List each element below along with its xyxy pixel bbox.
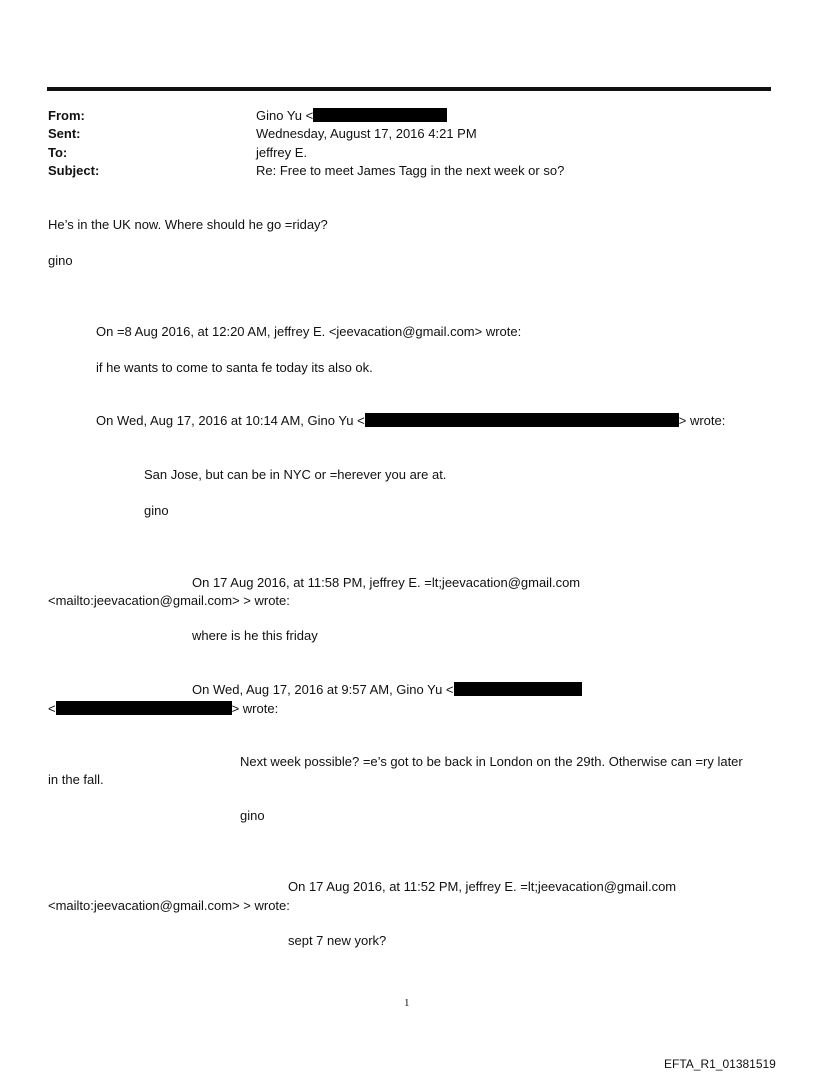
quote2-attribution-start: On Wed, Aug 17, 2016 at 10:14 AM, Gino Yu < [96, 413, 365, 428]
subject-value: Re: Free to meet James Tagg in the next week or so? [256, 163, 565, 178]
quote2-line1: San Jose, but can be in NYC or =herever you are at. [144, 467, 447, 482]
quote4-signature: gino [240, 808, 265, 823]
quote4-line1-wrap: in the fall. [48, 772, 104, 787]
redaction-block [454, 682, 582, 696]
quote4-attribution-b-start: < [48, 701, 56, 716]
to-label: To: [48, 145, 68, 160]
redaction-block [365, 413, 679, 427]
quote2-signature: gino [144, 503, 169, 518]
from-value [256, 107, 447, 125]
from-label: From: [48, 108, 85, 123]
sent-value: Wednesday, August 17, 2016 4:21 PM [256, 126, 477, 141]
msg1-signature: gino [48, 253, 73, 268]
msg1-line1: He’s in the UK now. Where should he go =riday? [48, 217, 328, 232]
quote5-line1: sept 7 new york? [288, 933, 387, 948]
to-value: jeffrey E. [256, 145, 308, 160]
quote5-attribution-line2: <mailto:jeevacation@gmail.com> > wrote: [48, 898, 290, 913]
redaction-block [313, 108, 447, 122]
subject-label: Subject: [48, 163, 100, 178]
quote4-attribution-line2 [48, 700, 278, 718]
from-name: Gino Yu < [256, 108, 314, 123]
quote2-attribution-end: > wrote: [678, 413, 726, 428]
document-id: EFTA_R1_01381519 [664, 1057, 776, 1071]
quote1-attribution: On =8 Aug 2016, at 12:20 AM, jeffrey E. <jeevacation@gmail.com> wrote: [96, 324, 522, 339]
page-number: 1 [404, 997, 410, 1009]
quote1-line1: if he wants to come to santa fe today its also ok. [96, 360, 373, 375]
quote4-line1: Next week possible? =e’s got to be back in London on the 29th. Otherwise can =ry later [240, 754, 743, 769]
header-rule [47, 87, 771, 91]
quote4-attribution-line1 [192, 681, 582, 699]
quote2-attribution [96, 412, 725, 430]
quote3-attribution-line2: <mailto:jeevacation@gmail.com> > wrote: [48, 593, 290, 608]
redaction-block [56, 701, 232, 715]
quote3-line1: where is he this friday [192, 628, 318, 643]
quote4-attribution-b-end: > wrote: [231, 701, 279, 716]
quote5-attribution-line1: On 17 Aug 2016, at 11:52 PM, jeffrey E. =lt;jeevacation@gmail.com [288, 879, 677, 894]
quote3-attribution-line1: On 17 Aug 2016, at 11:58 PM, jeffrey E. =lt;jeevacation@gmail.com [192, 575, 581, 590]
quote4-attribution-start: On Wed, Aug 17, 2016 at 9:57 AM, Gino Yu < [192, 682, 454, 697]
sent-label: Sent: [48, 126, 81, 141]
